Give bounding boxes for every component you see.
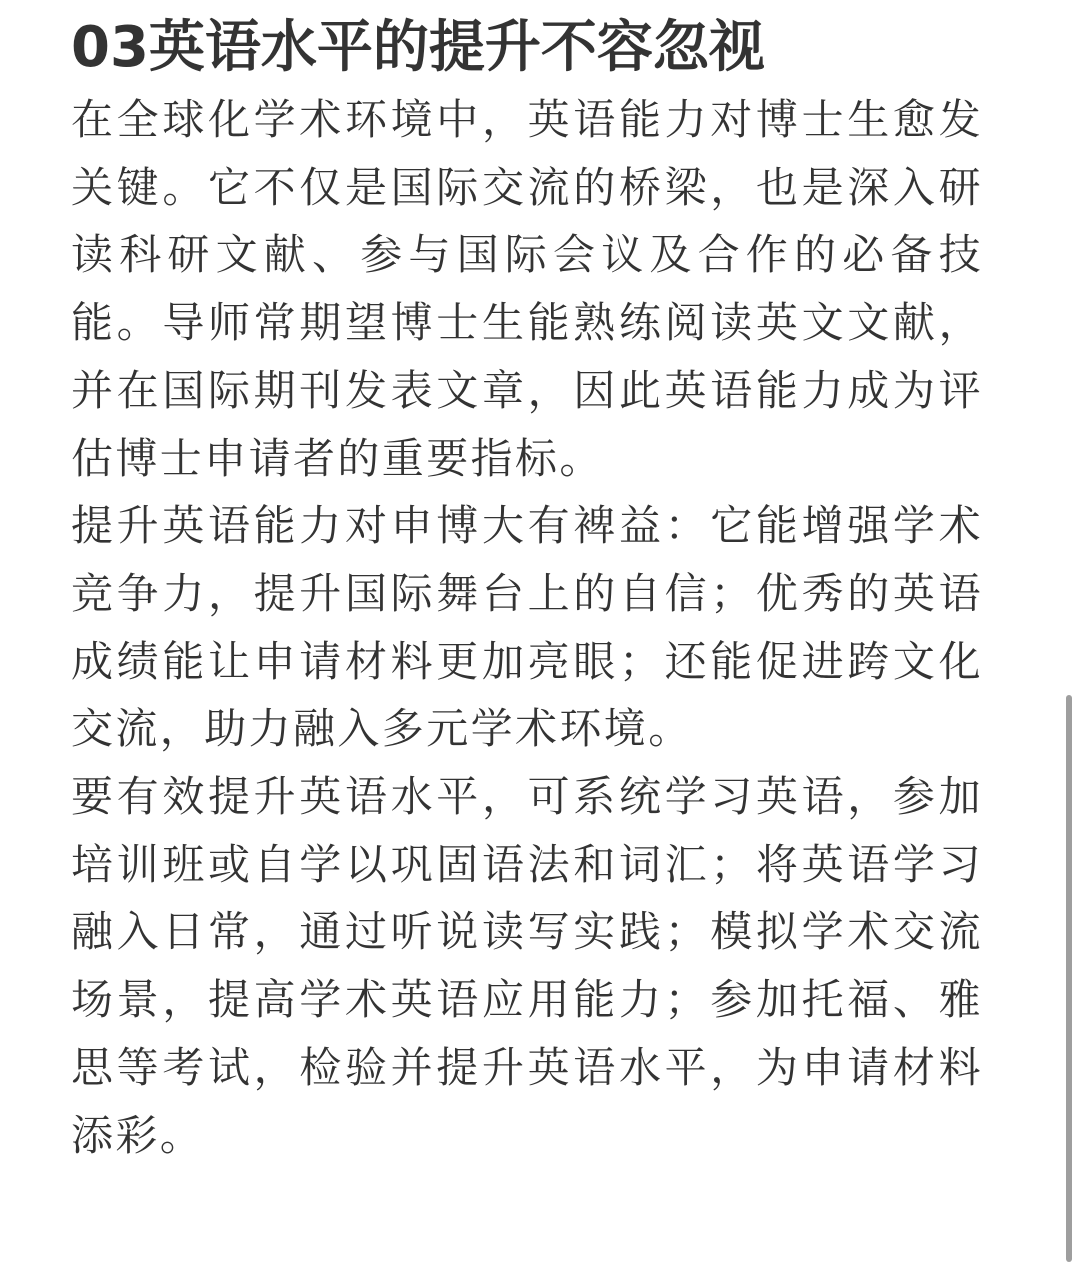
scrollbar-thumb[interactable] xyxy=(1066,695,1072,1262)
article-body xyxy=(71,14,983,1169)
article-title: 03英语水平的提升不容忽视 xyxy=(71,15,765,80)
paragraph-english-methods: 要有效提升英语水平，可系统学习英语，参加培训班或自学以巩固语法和词汇；将英语学习融入日常，通过听说读写实践；模拟学术交流场景，提高学术英语应用能力；参加托福、雅思等考试，检验并提升英语水平，为申请材料添彩。 xyxy=(71,772,983,1160)
paragraph-english-benefits: 提升英语能力对申博大有裨益：它能增强学术竞争力，提升国际舞台上的自信；优秀的英语成绩能让申请材料更加亮眼；还能促进跨文化交流，助力融入多元学术环境。 xyxy=(71,501,983,754)
vertical-scrollbar[interactable] xyxy=(1066,0,1080,1262)
paragraph-english-importance: 在全球化学术环境中，英语能力对博士生愈发关键。它不仅是国际交流的桥梁，也是深入研读科研文献、参与国际会议及合作的必备技能。导师常期望博士生能熟练阅读英文文献，并在国际期刊发表文章，因此英语能力成为评估博士申请者的重要指标。 xyxy=(71,95,983,483)
